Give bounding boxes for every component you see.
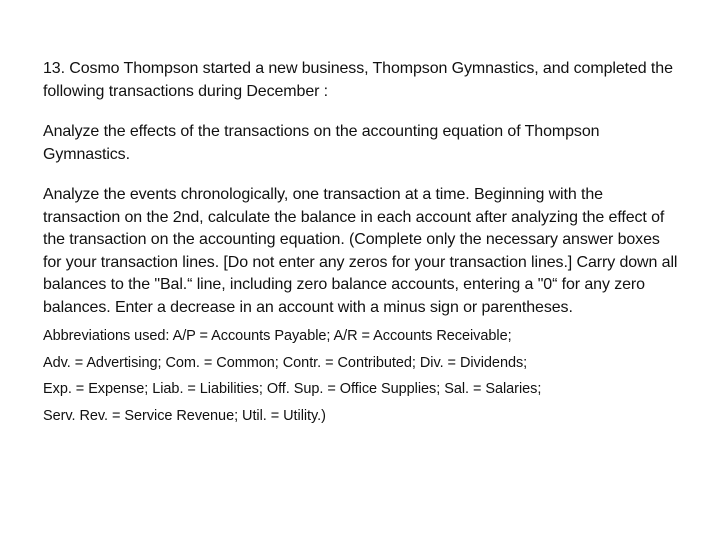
abbreviation-line: Exp. = Expense; Liab. = Liabilities; Off. Sup. = Office Supplies; Sal. = Salaries;: [43, 381, 542, 397]
abbreviations-list: [43, 323, 678, 429]
problem-intro: 13. Cosmo Thompson started a new business, Thompson Gymnastics, and completed the following transactions during December :: [43, 60, 673, 100]
abbreviation-line: Adv. = Advertising; Com. = Common; Contr. = Contributed; Div. = Dividends;: [43, 354, 528, 371]
detailed-instructions: Analyze the events chronologically, one transaction at a time. Beginning with the transaction on the 2nd, calculate the balance in each account after analyzing the effect of the transaction on the accounting equation. (Complete only the necessary answer boxes for your transaction lines. [Do not enter any zeros for your transaction lines.] Carry down all balances to the "Bal.“ line, including zero balance accounts, entering a "0“ for any zero balances. Enter a decrease in an account with a minus sign or parentheses.: [43, 186, 678, 316]
problem-text-block: [43, 58, 678, 429]
analyze-instruction: Analyze the effects of the transactions on the accounting equation of Thompson Gymnastics.: [43, 123, 600, 163]
abbreviation-line: Serv. Rev. = Service Revenue; Util. = Utility.): [43, 407, 326, 424]
abbreviation-line: Abbreviations used: A/P = Accounts Payable; A/R = Accounts Receivable;: [43, 328, 512, 344]
